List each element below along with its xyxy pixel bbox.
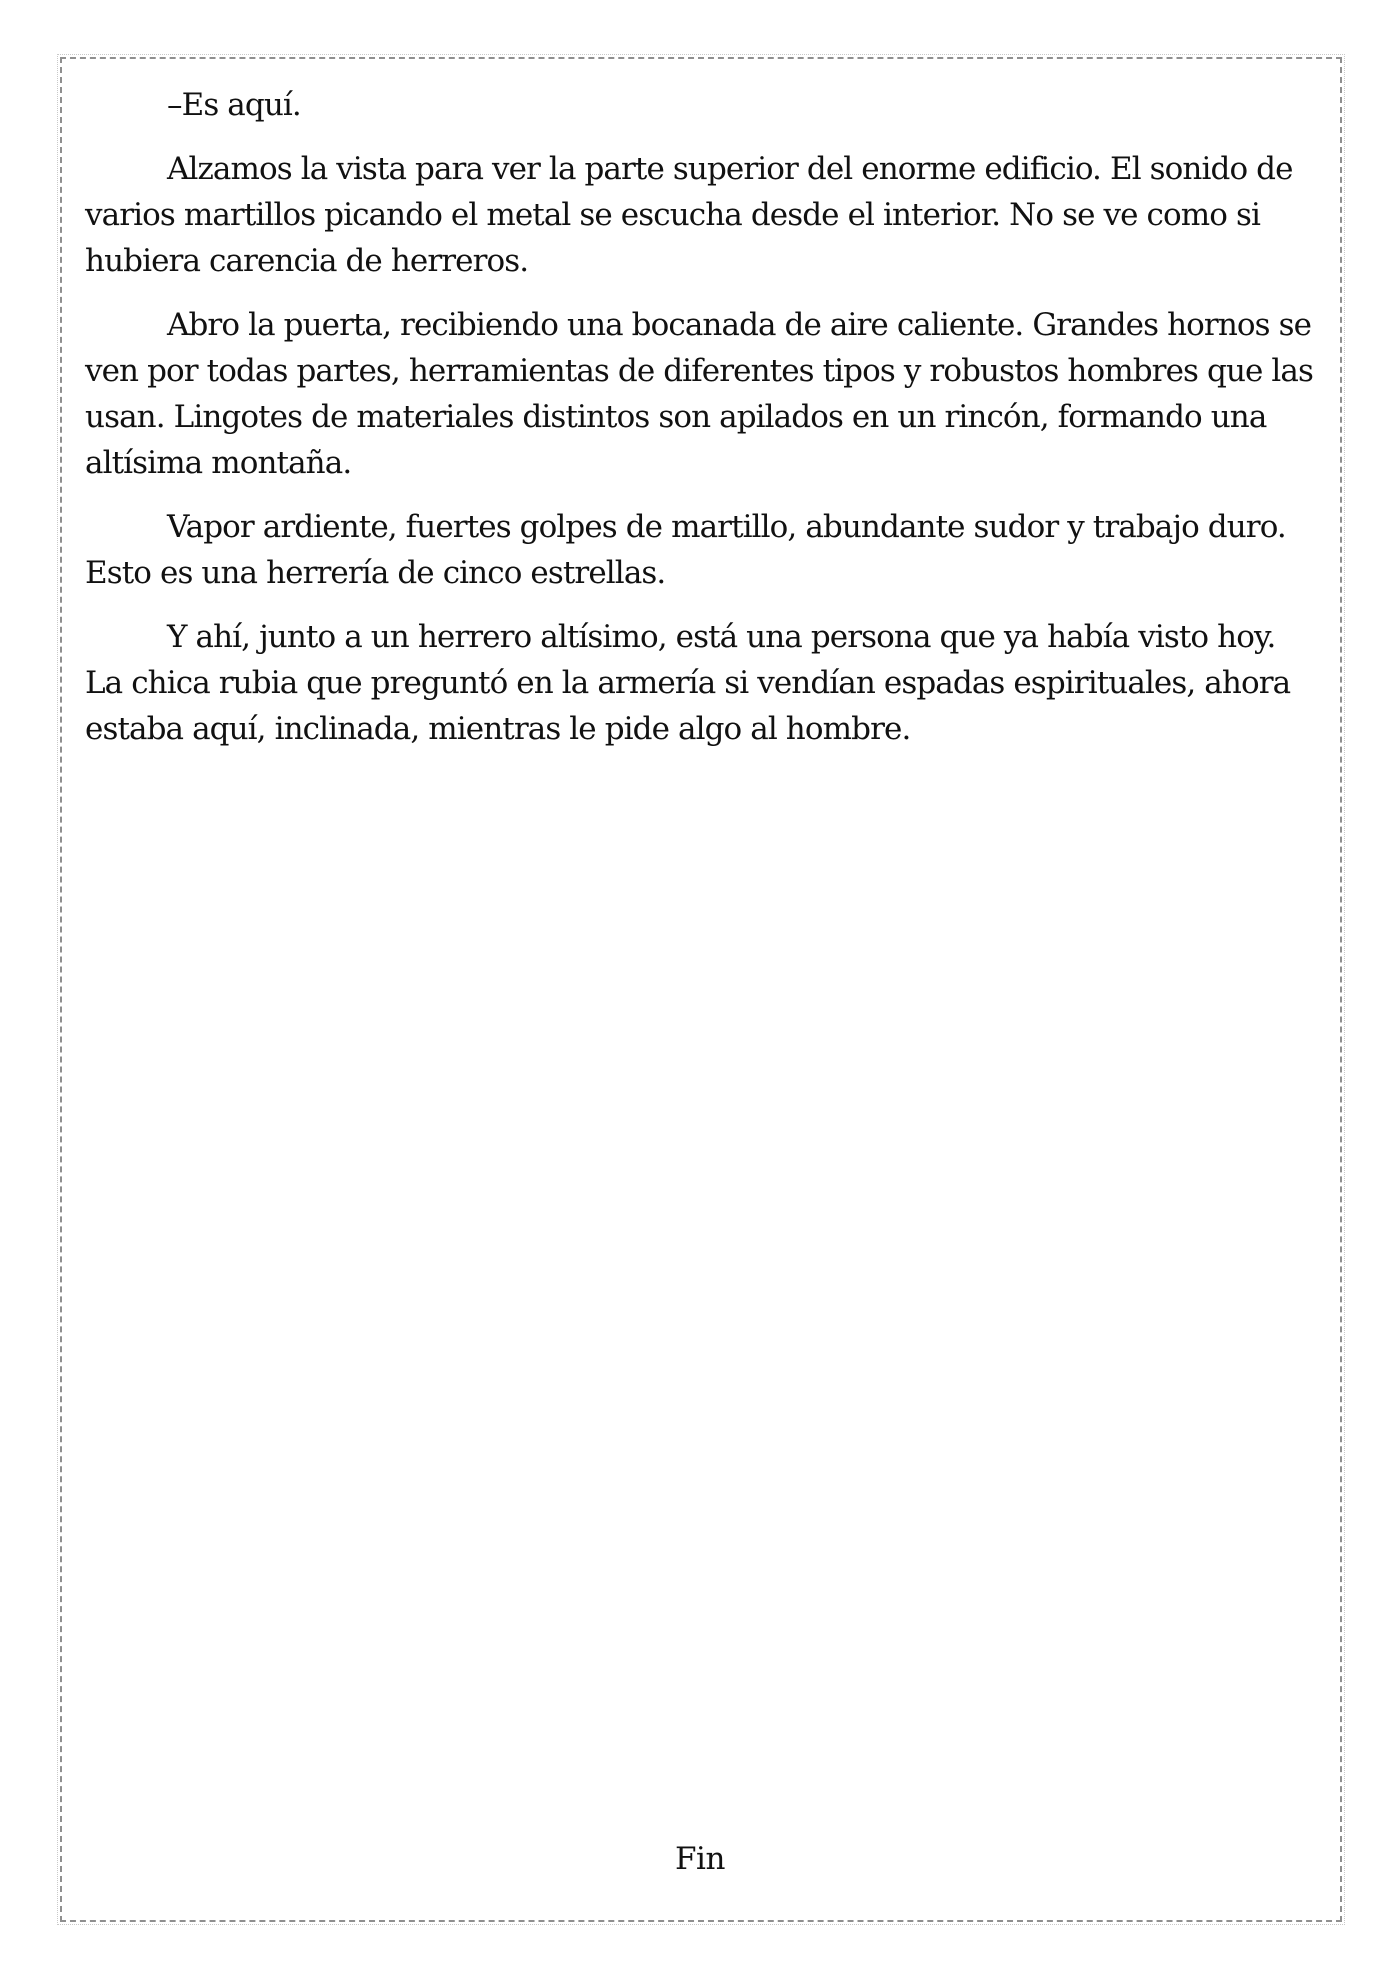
story-paragraph: Alzamos la vista para ver la parte superior del enorme edificio. El sonido de varios martillos picando el metal se escucha desde el interior. No se ve como si hubiera carencia de herreros. [85, 151, 1293, 279]
ending-label: Fin [675, 1841, 725, 1877]
story-text [85, 82, 1315, 770]
story-paragraph: Vapor ardiente, fuertes golpes de martillo, abundante sudor y trabajo duro. Esto es una herrería de cinco estrellas. [85, 509, 1286, 591]
story-paragraph: Y ahí, junto a un herrero altísimo, está una persona que ya había visto hoy. La chica rubia que preguntó en la armería si vendían espadas espirituales, ahora estaba aquí, inclinada, mientras le pide algo al hombre. [85, 619, 1291, 747]
dialogue-paragraph: –Es aquí. [167, 87, 301, 123]
story-paragraph: Abro la puerta, recibiendo una bocanada de aire caliente. Grandes hornos se ven por todas partes, herramientas de diferentes tipos y robustos hombres que las usan. Lingotes de materiales distintos son apilados en un rincón, formando una altísima montaña. [85, 307, 1314, 481]
